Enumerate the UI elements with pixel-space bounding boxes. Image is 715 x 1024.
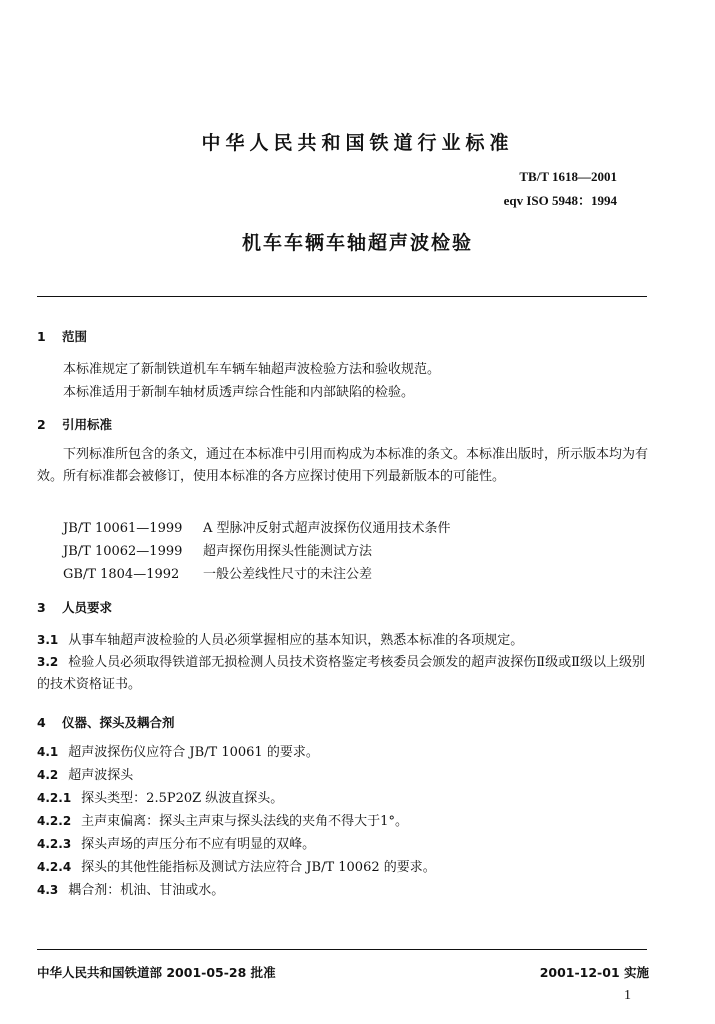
section-number: 4: [37, 715, 46, 730]
section-3-heading: [37, 598, 112, 616]
clause-text: 主声束偏离：探头主声束与探头法线的夹角不得大于1°。: [81, 814, 408, 829]
clause-number: 4.2.1: [37, 791, 72, 805]
clause-text: 从事车轴超声波检验的人员必须掌握相应的基本知识，熟悉本标准的各项规定。: [68, 633, 524, 648]
reference-standard-3: [63, 563, 372, 582]
clause-4-2-2: [37, 810, 408, 829]
clause-number: 4.2.2: [37, 814, 72, 828]
clause-4-2-1: [37, 787, 283, 806]
page-number: 1: [624, 988, 631, 1003]
clause-3-1: [37, 629, 523, 648]
clause-4-2: [37, 764, 133, 783]
clause-number: 4.1: [37, 745, 59, 759]
section-title: 人员要求: [62, 600, 113, 615]
clause-number: 3.2: [37, 655, 59, 669]
reference-title: A 型脉冲反射式超声波探伤仪通用技术条件: [203, 521, 451, 536]
clause-4-3: [37, 879, 224, 898]
section-1-heading: [37, 327, 87, 345]
reference-code: GB/T 1804—1992: [63, 567, 180, 582]
clause-text: 超声波探头: [68, 768, 134, 783]
reference-title: 超声探伤用探头性能测试方法: [203, 544, 373, 559]
reference-code: JB/T 10062—1999: [63, 544, 183, 559]
section-2-heading: [37, 415, 112, 433]
clause-text: 耦合剂：机油、甘油或水。: [68, 883, 225, 898]
section-number: 3: [37, 600, 46, 615]
footer-divider: [37, 949, 647, 950]
reference-code: JB/T 10061—1999: [63, 521, 183, 536]
clause-4-2-4: [37, 856, 436, 875]
reference-standard-2: [63, 540, 372, 559]
clause-4-1: [37, 741, 319, 760]
clause-text: 探头类型：2.5P20Z 纵波直探头。: [81, 791, 284, 806]
approval-statement: 中华人民共和国铁道部 2001-05-28 批准: [37, 965, 276, 980]
standard-code: TB/T 1618—2001: [519, 169, 617, 184]
section-title: 范围: [62, 329, 88, 344]
clause-number: 4.2.3: [37, 837, 72, 851]
clause-text: 探头的其他性能指标及测试方法应符合 JB/T 10062 的要求。: [81, 860, 436, 875]
clause-3-2: [37, 651, 649, 696]
equivalent-standard: eqv ISO 5948：1994: [503, 193, 617, 208]
reference-standard-1: [63, 517, 451, 536]
clause-text: 超声波探伤仪应符合 JB/T 10061 的要求。: [68, 745, 319, 760]
section-4-heading: [37, 713, 175, 731]
section-title: 仪器、探头及耦合剂: [62, 715, 175, 730]
clause-4-2-3: [37, 833, 315, 852]
effective-date: 2001-12-01 实施: [539, 965, 649, 980]
section-number: 1: [37, 329, 46, 344]
section-1-paragraph-1: 本标准规定了新制铁道机车车辆车轴超声波检验方法和验收规范。: [63, 362, 441, 377]
clause-number: 4.2: [37, 768, 59, 782]
header-divider: [37, 296, 647, 297]
clause-number: 4.2.4: [37, 860, 72, 874]
section-number: 2: [37, 417, 46, 432]
section-1-paragraph-2: 本标准适用于新制车轴材质透声综合性能和内部缺陷的检验。: [63, 385, 415, 400]
document-title: 机车车辆车轴超声波检验: [241, 232, 473, 254]
section-title: 引用标准: [62, 417, 113, 432]
clause-text: 检验人员必须取得铁道部无损检测人员技术资格鉴定考核委员会颁发的超声波探伤Ⅱ级或Ⅱ级以上级别的技术资格证书。: [37, 655, 645, 692]
clause-number: 4.3: [37, 883, 59, 897]
clause-number: 3.1: [37, 633, 59, 647]
clause-text: 探头声场的声压分布不应有明显的双峰。: [81, 837, 316, 852]
standard-category-title: 中华人民共和国铁道行业标准: [201, 132, 514, 154]
reference-title: 一般公差线性尺寸的未注公差: [203, 567, 373, 582]
section-2-paragraph: 下列标准所包含的条文，通过在本标准中引用而构成为本标准的条文。本标准出版时，所示版本均为有效。所有标准都会被修订，使用本标准的各方应探讨使用下列最新版本的可能性。: [37, 447, 649, 484]
